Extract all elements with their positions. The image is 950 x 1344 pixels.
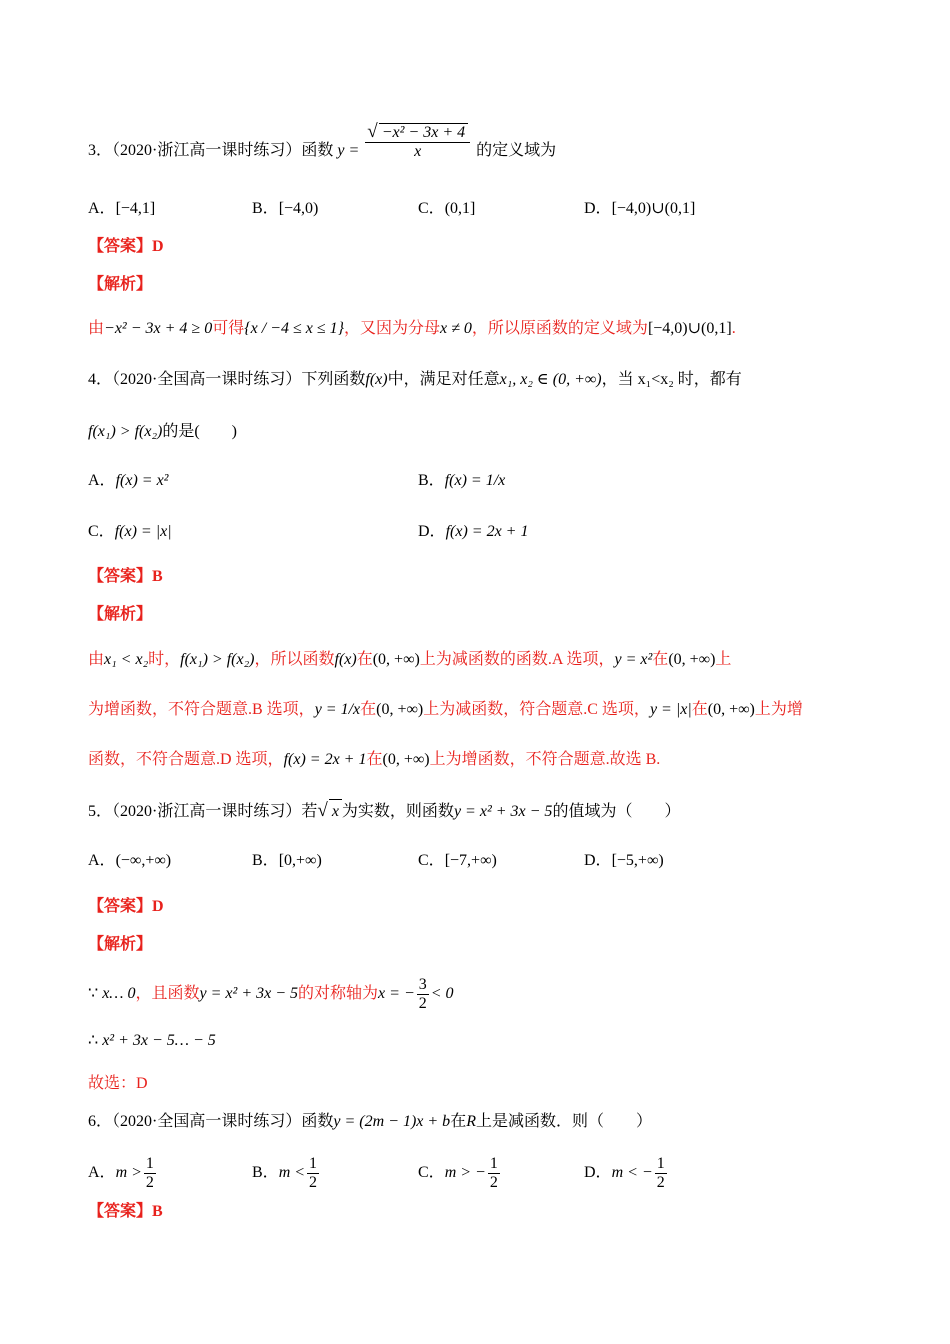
q3-stem: 3．（2020·浙江高一课时练习）函数 y = $\frac{\text{√ −x² − 3x + 4}}{x}$ 的定义域为: [88, 121, 557, 161]
q3-analysis-heading: 【解析】: [88, 276, 153, 293]
q4-stem: 4．（2020·全国高一课时练习）下列函数f(x)中，满足对任意x₁, x₂ ∈ (0, +∞)，当 x₁<x₂ 时，都有: [88, 371, 742, 388]
q5-option-d[interactable]: D．[−5,+∞): [584, 852, 664, 869]
q5-number: 5．: [88, 803, 113, 820]
q4-analysis-line1: 由x₁ < x₂时，f(x₁) > f(x₂)，所以函数f(x)在(0, +∞)上为减函数的函数.A 选项，y = x²在(0, +∞)上: [88, 651, 732, 668]
q4-analysis-line2: 为增函数，不符合题意.B 选项，y = 1/x在(0, +∞)上为减函数，符合题意.C 选项，y = |x|在(0, +∞)上为增: [88, 701, 803, 718]
q3-number: 3．: [88, 142, 113, 159]
q3-option-d[interactable]: D．[−4,0)∪(0,1]: [584, 200, 696, 217]
q5-analysis-line1: ∵ x… 0，且函数y = x² + 3x − 5的对称轴为x = − $\frac{3}{2}$ < 0: [88, 976, 454, 1012]
q4-option-c[interactable]: C．f(x) = |x|: [88, 523, 172, 540]
q4-answer: 【答案】B: [88, 568, 163, 585]
q6-source: （2020·全国高一课时练习）: [112, 1113, 302, 1130]
q3-option-c[interactable]: C．(0,1]: [418, 200, 476, 217]
q4-source: （2020·全国高一课时练习）: [112, 371, 302, 388]
q6-option-a[interactable]: A．m > $\frac{1}{2}$: [88, 1155, 154, 1191]
q6-stem: 6．（2020·全国高一课时练习）函数y = (2m − 1)x + b在R上是减函数．则（ ）: [88, 1113, 652, 1130]
q5-analysis-line3: 故选：D: [88, 1075, 148, 1092]
q6-option-d[interactable]: D．m < − $\frac{1}{2}$: [584, 1155, 665, 1191]
q3-fraction: $\frac{\text{√ −x² − 3x + 4}}{x}$: [365, 123, 470, 161]
q5-analysis-heading: 【解析】: [88, 936, 153, 953]
q6-option-b[interactable]: B．m < $\frac{1}{2}$: [252, 1155, 318, 1191]
q3-answer: 【答案】D: [88, 238, 164, 255]
q5-answer: 【答案】D: [88, 898, 164, 915]
q4-stem-line2: f(x₁) > f(x₂)的是( ): [88, 423, 237, 440]
q6-answer: 【答案】B: [88, 1203, 163, 1220]
q4-number: 4．: [88, 371, 113, 388]
q4-option-a[interactable]: A．f(x) = x²: [88, 472, 169, 489]
sqrt-icon: √: [317, 800, 328, 821]
q4-option-b[interactable]: B．f(x) = 1/x: [418, 472, 506, 489]
q4-analysis-heading: 【解析】: [88, 606, 153, 623]
q6-number: 6．: [88, 1113, 113, 1130]
q3-source: （2020·浙江高一课时练习）: [112, 142, 302, 159]
q5-option-a[interactable]: A．(−∞,+∞): [88, 852, 172, 869]
q3-option-b[interactable]: B．[−4,0): [252, 200, 319, 217]
therefore-icon: ∴: [88, 1032, 99, 1049]
q3-option-a[interactable]: A．[−4,1]: [88, 200, 156, 217]
because-icon: ∵: [88, 985, 99, 1003]
q5-option-c[interactable]: C．[−7,+∞): [418, 852, 497, 869]
q5-stem: 5．（2020·浙江高一课时练习）若√ x 为实数，则函数y = x² + 3x − 5的值域为（ ）: [88, 799, 680, 824]
q5-source: （2020·浙江高一课时练习）: [112, 803, 302, 820]
q4-option-d[interactable]: D．f(x) = 2x + 1: [418, 523, 529, 540]
q5-option-b[interactable]: B．[0,+∞): [252, 852, 322, 869]
q4-analysis-line3: 函数，不符合题意.D 选项，f(x) = 2x + 1在(0, +∞)上为增函数，不符合题意.故选 B.: [88, 751, 661, 768]
q6-option-c[interactable]: C．m > − $\frac{1}{2}$: [418, 1155, 498, 1191]
q5-fraction: $\frac{3}{2}$: [418, 976, 427, 1012]
sqrt-icon: √: [367, 121, 378, 143]
q3-analysis-text: 由−x² − 3x + 4 ≥ 0可得{x / −4 ≤ x ≤ 1}，又因为分母x ≠ 0，所以原函数的定义域为[−4,0)∪(0,1].: [88, 320, 736, 337]
q5-analysis-line2: ∴ x² + 3x − 5… − 5: [88, 1032, 216, 1049]
